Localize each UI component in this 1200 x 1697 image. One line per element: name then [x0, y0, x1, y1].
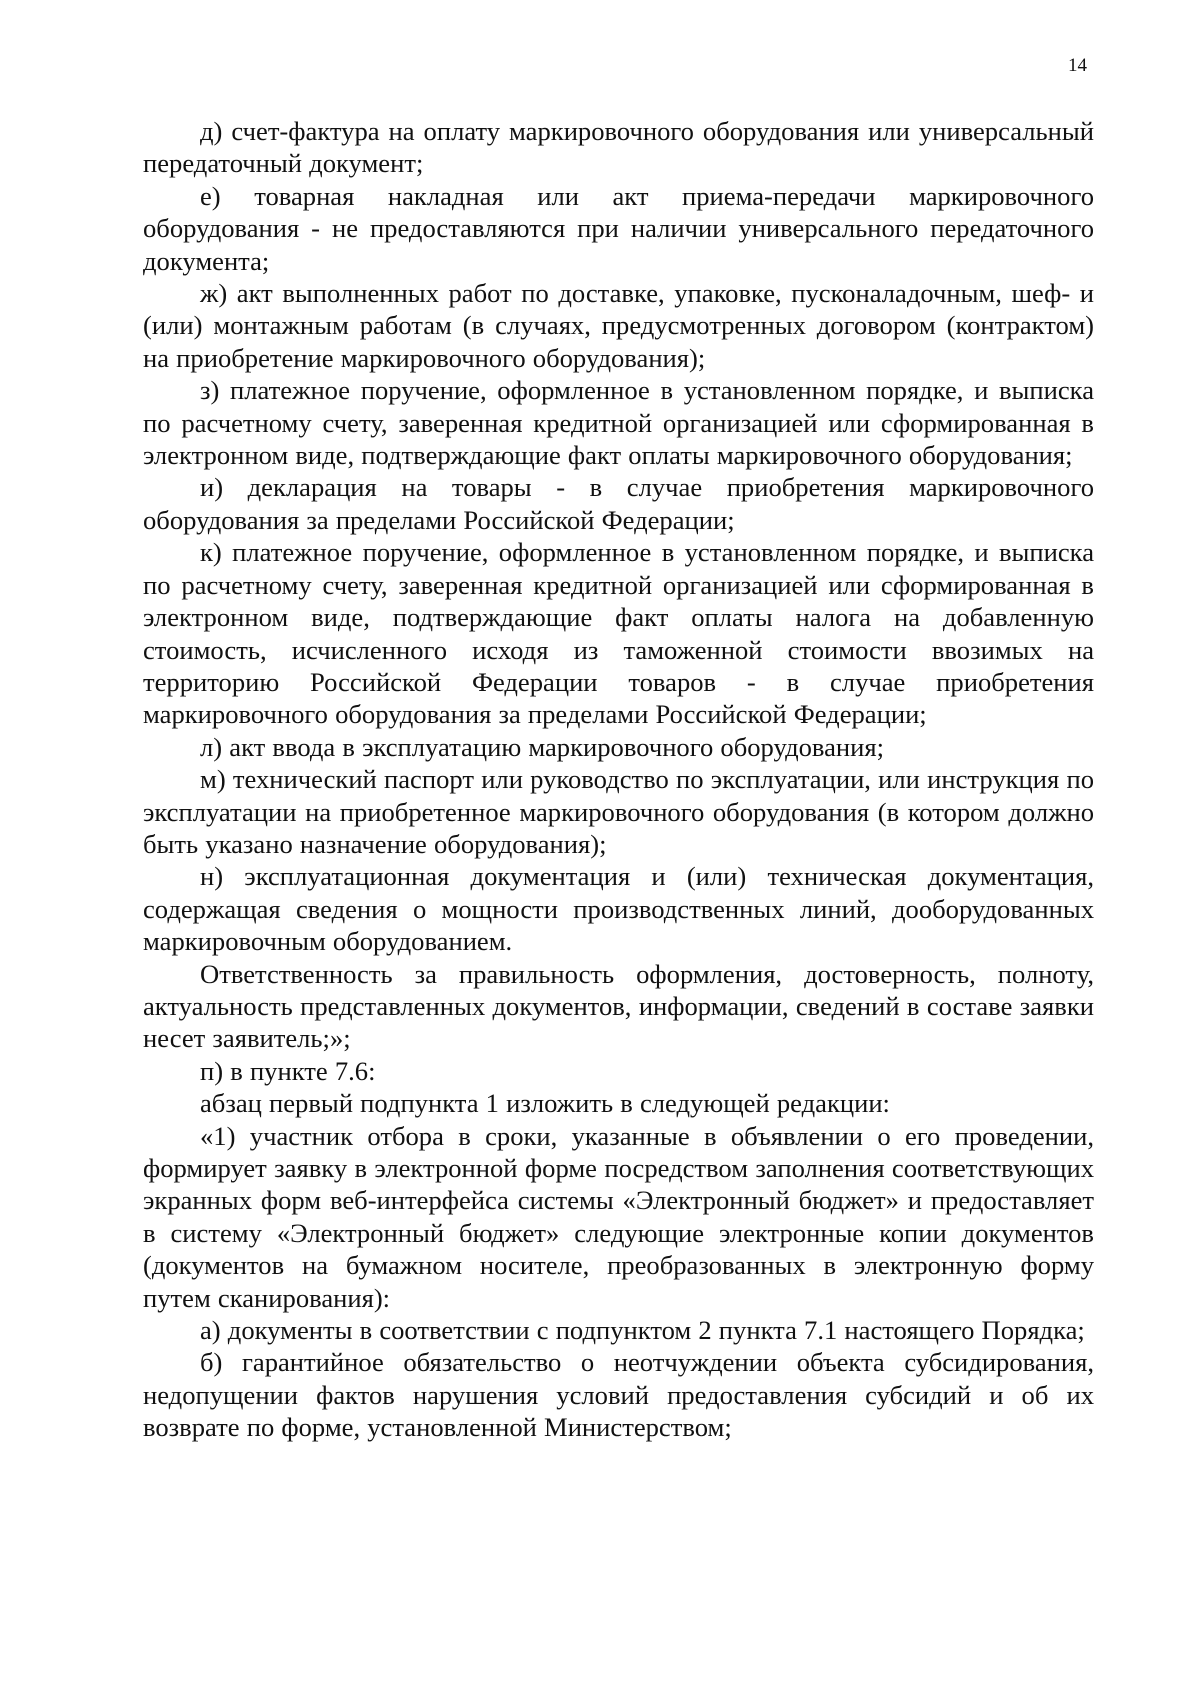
paragraph-item-k: к) платежное поручение, оформленное в установленном порядке, и выписка по расчетному счету, заверенная кредитной организацией или сформированная в электронном виде, подтверждающие факт оплаты налога на добавленную стоимость, исчисленного исходя из таможенной стоимости ввозимых на территорию Российской Федерации товаров - в случае приобретения маркировочного оборудования за пределами Российской Федерации;: [143, 537, 1094, 730]
paragraph-item-p: п) в пункте 7.6:: [200, 1055, 376, 1086]
paragraph-item-i: и) декларация на товары - в случае приобретения маркировочного оборудования за пределами Российской Федерации;: [143, 472, 1094, 535]
paragraph-responsibility: Ответственность за правильность оформления, достоверность, полноту, актуальность представленных документов, информации, сведений в составе заявки несет заявитель;»;: [143, 958, 1094, 1054]
paragraph-item-e: е) товарная накладная или акт приема-передачи маркировочного оборудования - не предоставляются при наличии универсального передаточного документа;: [143, 180, 1094, 276]
paragraph-item-zh: ж) акт выполненных работ по доставке, упаковке, пусконаладочным, шеф- и (или) монтажным работам (в случаях, предусмотренных договором (контрактом) на приобретение маркировочного оборудования);: [143, 278, 1094, 373]
page-number: 14: [1068, 55, 1087, 76]
paragraph-subitem-b: б) гарантийное обязательство о неотчуждении объекта субсидирования, недопущении фактов нарушения условий предоставления субсидий и об их возврате по форме, установленной Министерством;: [143, 1347, 1094, 1443]
paragraph-item-d: д) счет-фактура на оплату маркировочного оборудования или универсальный передаточный документ;: [143, 116, 1094, 179]
paragraph-item-n: н) эксплуатационная документация и (или) техническая документация, содержащая сведения о мощности производственных линий, дооборудованных маркировочным оборудованием.: [143, 861, 1094, 957]
paragraph-item-z: з) платежное поручение, оформленное в установленном порядке, и выписка по расчетному счету, заверенная кредитной организацией или сформированная в электронном виде, подтверждающие факт оплаты маркировочного оборудования;: [143, 375, 1094, 471]
paragraph-subitem-a: а) документы в соответствии с подпунктом 2 пункта 7.1 настоящего Порядка;: [200, 1315, 1085, 1346]
paragraph-clause-1: «1) участник отбора в сроки, указанные в объявлении о его проведении, формирует заявку в электронной форме посредством заполнения соответствующих экранных форм веб-интерфейса системы «Электронный бюджет» и предоставляет в систему «Электронный бюджет» следующие электронные копии документов (документов на бумажном носителе, преобразованных в электронную форму путем сканирования):: [143, 1120, 1094, 1313]
document-body: [143, 115, 1094, 1444]
paragraph-item-m: м) технический паспорт или руководство по эксплуатации, или инструкция по эксплуатации на приобретенное маркировочного оборудования (в котором должно быть указано назначение оборудования);: [143, 764, 1094, 859]
paragraph-subclause-instruction: абзац первый подпункта 1 изложить в следующей редакции:: [200, 1088, 890, 1119]
paragraph-item-l: л) акт ввода в эксплуатацию маркировочного оборудования;: [200, 731, 885, 762]
